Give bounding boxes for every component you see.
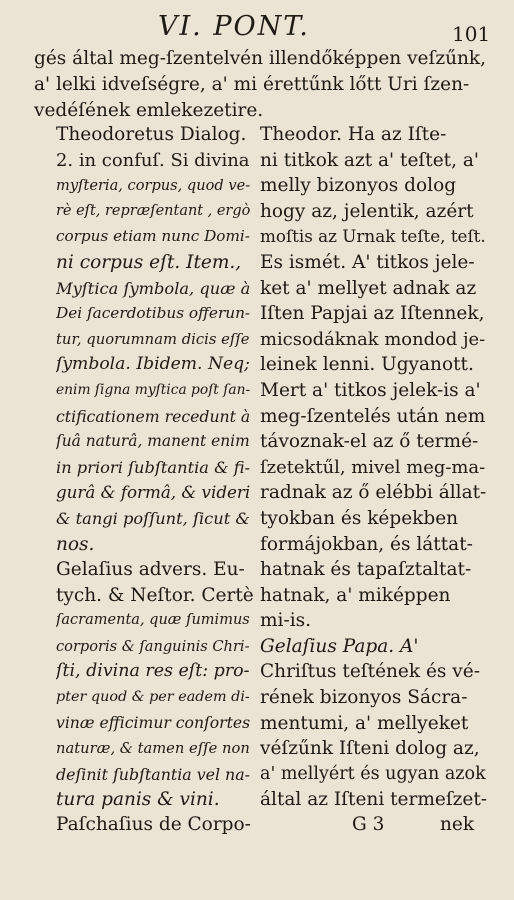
latin-line: tura panis & vini.: [56, 789, 220, 811]
latin-line: myſteria, corpus, quod ve-: [56, 177, 251, 195]
latin-line: tur, quorumnam dicis eſſe: [56, 330, 250, 348]
hungarian-line: véſzűnk Iſteni dolog az,: [260, 738, 480, 760]
latin-line: vinæ efficimur conſortes: [56, 713, 251, 732]
running-title: VI. PONT.: [158, 11, 310, 42]
latin-line: Gelaſius advers. Eu-: [56, 559, 245, 581]
signature-mark: G 3: [352, 814, 385, 835]
intro-line: gés által meg-ſzentelvén illendőképpen veſzűnk,: [34, 48, 487, 69]
latin-line: naturæ, & tamen eſſe non: [56, 740, 250, 758]
hungarian-line: Gelaſius Papa. A': [260, 635, 419, 657]
hungarian-line: meg-ſzentelés után nem: [260, 405, 486, 427]
hungarian-line: micsodáknak mondod je-: [260, 328, 486, 350]
latin-line: & tangi poſſunt, ſicut &: [56, 508, 250, 528]
hungarian-line: mentumi, a' mellyeket: [260, 712, 469, 734]
page-number: 101: [452, 22, 491, 46]
hungarian-line: ſzetektűl, mivel meg-ma-: [260, 456, 486, 478]
latin-line: ſuâ naturâ, manent enim: [56, 432, 250, 451]
latin-line: ni corpus eſt. Item.,: [56, 251, 242, 273]
hungarian-line: hatnak és tapaſztaltat-: [260, 559, 472, 581]
latin-line: in priori ſubſtantia & fi-: [56, 457, 251, 477]
hungarian-line: Theodor. Ha az Iſte-: [260, 124, 447, 145]
hungarian-line: Chriſtus teſtének és vé-: [260, 661, 480, 683]
hungarian-line: által az Iſteni termeſzet-: [260, 789, 488, 811]
intro-paragraph: [34, 46, 490, 124]
latin-line: ſymbola. Ibidem. Neq;: [56, 354, 250, 375]
hungarian-line: melly bizonyos dolog: [260, 175, 457, 197]
latin-column: [56, 122, 254, 813]
intro-line: a' lelki idveſségre, a' mi érettűnk lőtt Uri ſzen-: [34, 74, 470, 95]
hungarian-line: Es ismét. A' titkos jele-: [260, 251, 475, 273]
hungarian-line: rének bizonyos Sácra-: [260, 687, 468, 709]
hungarian-line: ni titkok azt a' teſtet, a': [260, 149, 479, 171]
latin-line: corpus etiam nunc Domi-: [56, 227, 250, 246]
hungarian-line: ket a' mellyet adnak az: [260, 277, 477, 299]
intro-line: vedéſének emlekezetire.: [34, 100, 264, 121]
hungarian-line: hogy az, jelentik, azért: [260, 200, 474, 222]
latin-line: Dei ſacerdotibus offerun-: [56, 304, 251, 323]
hungarian-line: tyokban és képekben: [260, 507, 459, 529]
hungarian-line: mi-is.: [260, 610, 312, 632]
latin-line: corporis & ſanguinis Chri-: [56, 637, 250, 655]
hungarian-line: Mert a' titkos jelek-is a': [260, 379, 481, 401]
hungarian-line: Iſten Papjai az Iſtennek,: [260, 303, 485, 325]
hungarian-line: formájokban, és láttat-: [260, 533, 473, 555]
latin-line: rè eſt, repræſentant , ergò: [56, 202, 251, 219]
latin-line: tych. & Neſtor. Certè: [56, 584, 254, 606]
latin-line: nos.: [56, 533, 95, 555]
hungarian-line: radnak az ő elébbi állat-: [260, 482, 487, 504]
latin-line: deſinit ſubſtantia vel na-: [56, 764, 250, 784]
latin-line: ſti, divina res eſt: pro-: [56, 661, 250, 682]
latin-line: Theodoretus Dialog.: [56, 124, 247, 145]
latin-line: ſacramenta, quæ ſumimus: [56, 612, 250, 629]
hungarian-column: [260, 122, 490, 813]
hungarian-line: a' mellyért és ugyan azok: [260, 763, 486, 784]
latin-line: gurâ & formâ, & videri: [56, 482, 251, 503]
latin-line: ctificationem recedunt à: [56, 406, 251, 426]
hungarian-line: hatnak, a' miképpen: [260, 584, 451, 606]
catchword: nek: [440, 814, 475, 835]
latin-line: 2. in confuſ. Si divina: [56, 149, 250, 171]
hungarian-line: távoznak-el az ő termé-: [260, 431, 479, 453]
latin-line: Myſtica ſymbola, quæ à: [56, 278, 251, 298]
latin-line: enim ſigna myſtica poſt ſan-: [56, 381, 251, 398]
hungarian-line: leinek lenni. Ugyanott.: [260, 354, 474, 376]
page-header: [0, 8, 514, 44]
last-line-left: Paſchaſius de Corpo-: [56, 814, 251, 835]
hungarian-line: moſtis az Urnak teſte, teſt.: [260, 226, 486, 247]
latin-line: pter quod & per eadem di-: [56, 689, 250, 706]
